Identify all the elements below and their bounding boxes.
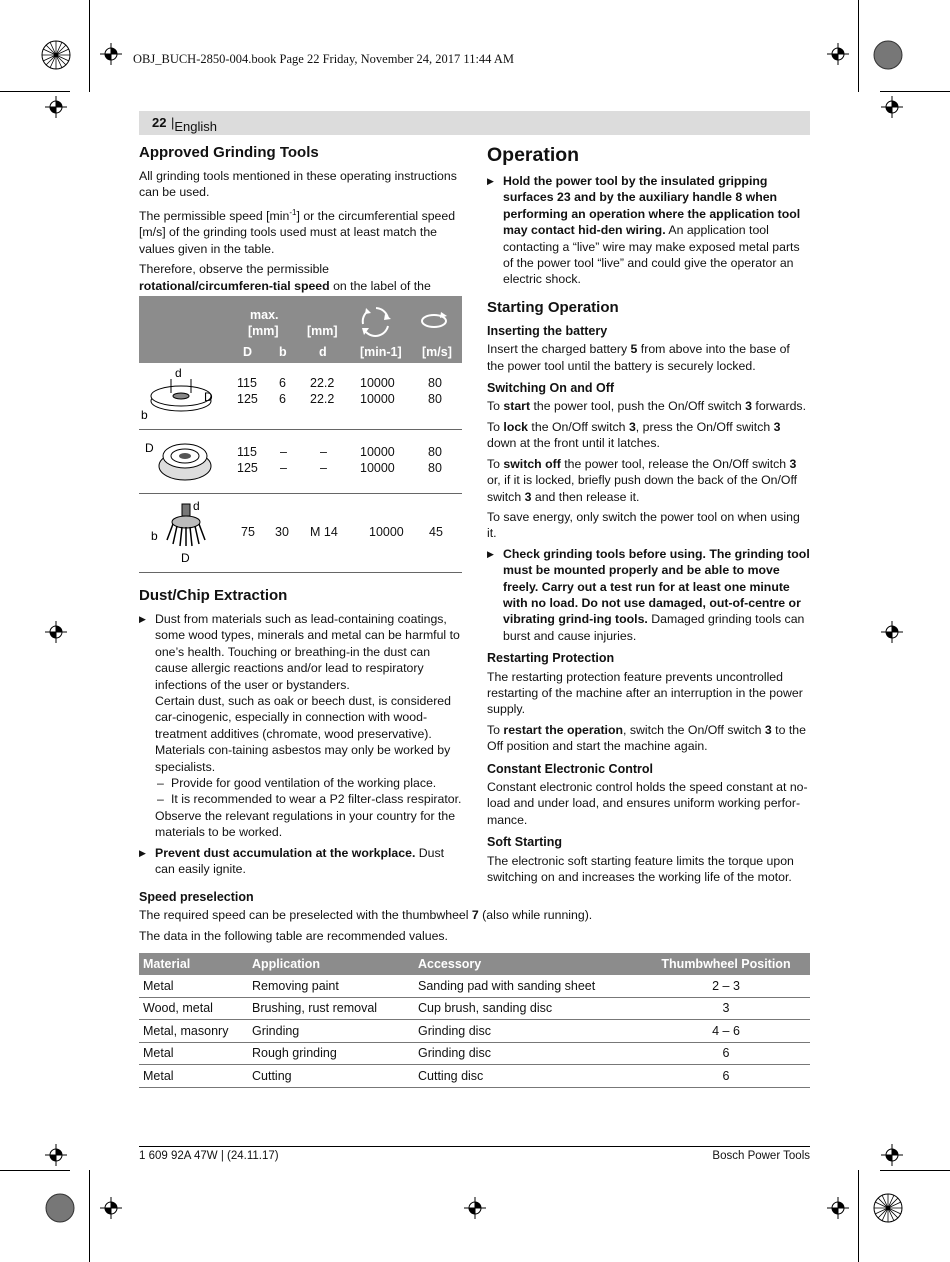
bold-text: start	[503, 399, 531, 414]
bullet-item	[487, 546, 810, 644]
gray-swatch-mark-icon	[45, 1193, 75, 1223]
text: down at the front until it latches.	[487, 436, 660, 451]
crop-line	[0, 91, 70, 92]
registration-mark-icon	[45, 96, 67, 118]
section-heading: Approved Grinding Tools	[139, 144, 319, 161]
svg-text:d: d	[193, 500, 200, 513]
bullet-item	[139, 845, 462, 878]
table-header	[139, 296, 462, 363]
paragraph	[487, 722, 810, 755]
paragraph: To save energy, only switch the power tool on when using it.	[487, 509, 800, 541]
text: Insert the charged battery	[487, 342, 631, 357]
subheading: Restarting Protection	[487, 651, 615, 666]
section-title: Operation	[487, 144, 580, 166]
text: the power tool, push the On/Off switch	[530, 399, 746, 414]
cell-rpm: 10000	[360, 376, 395, 390]
cell-b: 6	[279, 376, 286, 390]
cell-application: Grinding	[248, 1020, 414, 1043]
text: or, if it is locked, briefly push down the back of the On/Off switch	[487, 473, 798, 504]
cell-d: 22.2	[310, 392, 335, 406]
crop-line	[858, 0, 859, 92]
cell-b: –	[280, 461, 287, 475]
header-max: max.	[250, 308, 279, 322]
registration-mark-icon	[100, 43, 122, 65]
text: Dust can easily ignite.	[155, 845, 445, 877]
page-number: 22	[152, 115, 167, 130]
section-heading: Dust/Chip Extraction	[139, 587, 288, 604]
cell-ms: 80	[428, 445, 442, 459]
cell-D: 115	[237, 376, 257, 390]
paragraph: ▶ Dust from materials such as lead-containing coatings, some wood types, minerals and metal can be harmful to one’s health. Touching or breathing-in the dust can cause allergic reactions and/or lead to respiratory infections of the user or bystanders.	[155, 612, 460, 692]
cell-accessory: Grinding disc	[414, 1020, 642, 1043]
table-row	[139, 494, 462, 573]
table-row	[139, 1042, 810, 1065]
footer-rule	[139, 1146, 810, 1147]
cell-D: 115	[237, 445, 257, 459]
text: Therefore, observe the permissible	[139, 262, 330, 277]
cell-position: 4 – 6	[642, 1020, 810, 1043]
bold-number: 5	[630, 342, 638, 357]
paragraph	[139, 205, 462, 257]
cell-accessory: Grinding disc	[414, 1042, 642, 1065]
bold-text: Prevent dust accumulation at the workplace.	[155, 845, 416, 860]
cell-position: 3	[642, 997, 810, 1020]
cell-material: Metal	[139, 1042, 248, 1065]
paragraph: The restarting protection feature prevents uncontrolled restarting of the machine after an interruption in the power supply.	[487, 669, 803, 717]
cell-rpm: 10000	[360, 392, 395, 406]
footer-doc-code: 1 609 92A 47W | (24.11.17)	[139, 1150, 279, 1162]
cell-d: M 14	[310, 525, 338, 539]
text: An application tool contacting a “live” wire may make exposed metal parts of the power tool “live” and could give the operator an electric shock.	[503, 223, 800, 287]
speed-preselection-section	[139, 889, 810, 948]
text: , switch the On/Off switch	[622, 722, 765, 737]
text: To	[487, 456, 504, 471]
svg-text:D: D	[181, 551, 190, 565]
registration-mark-icon	[827, 1197, 849, 1219]
header-ms: [m/s]	[422, 345, 452, 359]
bold-text: Hold the power tool by the insulated gripping surfaces 23 and by the auxiliary handle 8 when performing an operation where the application tool may contact hid-den wiring.	[503, 174, 801, 238]
text: the On/Off switch	[528, 419, 629, 434]
bullet-item	[139, 611, 462, 775]
cell-position: 6	[642, 1065, 810, 1088]
text: from above into the base of the power tool until the battery is securely locked.	[487, 342, 790, 373]
cell-D: 125	[237, 392, 258, 406]
table-header-row	[139, 953, 810, 975]
registration-mark-icon	[881, 1144, 903, 1166]
cell-ms: 80	[428, 461, 442, 475]
cell-material: Metal, masonry	[139, 1020, 248, 1043]
cell-application: Brushing, rust removal	[248, 997, 414, 1020]
bold-number: 3	[764, 722, 772, 737]
bullet-item	[487, 173, 810, 288]
bold-number: 3	[773, 419, 781, 434]
cell-accessory: Sanding pad with sanding sheet	[414, 975, 642, 997]
table-row	[139, 1065, 810, 1088]
dash-item: – It is recommended to wear a P2 filter-class respirator.	[139, 791, 462, 807]
header-mm: [mm]	[307, 324, 338, 338]
registration-mark-icon	[45, 621, 67, 643]
starburst-mark-icon	[41, 40, 71, 70]
circumferential-speed-icon	[419, 310, 449, 332]
cell-material: Metal	[139, 975, 248, 997]
text: Damaged grinding tools can burst and cause injuries.	[503, 612, 805, 643]
registration-mark-icon	[464, 1197, 486, 1219]
cell-d: –	[320, 461, 327, 475]
crop-line	[880, 1170, 950, 1171]
paragraph	[487, 419, 810, 452]
paragraph: The electronic soft starting feature limits the torque upon switching on and increases the working life of the motor.	[487, 853, 794, 885]
cell-material: Wood, metal	[139, 997, 248, 1020]
paragraph	[139, 907, 810, 923]
svg-text:D: D	[145, 441, 154, 455]
cell-D: 75	[241, 525, 255, 539]
page-language: | English	[171, 115, 218, 134]
cell-b: 6	[279, 392, 286, 406]
bold-text: lock	[503, 419, 529, 434]
column-header: Material	[139, 953, 248, 975]
crop-line	[858, 1170, 859, 1262]
subheading: Soft Starting	[487, 835, 562, 850]
subheading: Constant Electronic Control	[487, 761, 653, 776]
cell-b: 30	[275, 525, 289, 539]
table-row	[139, 1020, 810, 1043]
bold-text: restart the operation	[503, 722, 623, 737]
cell-accessory: Cutting disc	[414, 1065, 642, 1088]
cell-rpm: 10000	[369, 525, 404, 539]
superscript: -1	[289, 207, 297, 217]
text: (also while running).	[478, 908, 593, 923]
bold-text: switch off	[503, 456, 561, 471]
bold-number: 3	[524, 489, 532, 504]
bold-number: 3	[628, 419, 636, 434]
page-language-label: English	[174, 119, 218, 134]
subheading: Inserting the battery	[487, 323, 608, 338]
table-row	[139, 430, 462, 494]
table-row	[139, 997, 810, 1020]
text: To	[487, 722, 504, 737]
bold-number: 3	[745, 399, 752, 414]
registration-mark-icon	[881, 621, 903, 643]
dust-extraction-section	[139, 586, 462, 878]
bold-number: 3	[789, 456, 797, 471]
column-header: Thumbwheel Position	[642, 953, 810, 975]
paragraph	[487, 456, 810, 505]
operation-section	[487, 143, 810, 889]
svg-text:d: d	[175, 367, 182, 380]
text: To	[487, 399, 504, 414]
starburst-mark-icon	[873, 1193, 903, 1223]
bold-text: Check grinding tools before using. The grinding tool must be mounted properly and be able to move freely. Carry out a test run for at least one minute with no load. Do not use damaged, out-of-centre or vibrating grind-ing tools.	[503, 546, 810, 627]
approved-grinding-tools-section	[139, 143, 462, 314]
page-header-band	[139, 111, 810, 135]
cell-rpm: 10000	[360, 445, 395, 459]
paragraph: Observe the relevant regulations in your country for the materials to be worked.	[155, 808, 456, 840]
paragraph: Constant electronic control holds the speed constant at no-load and under load, and ensures uniform working perfor-mance.	[487, 780, 808, 827]
header-d: d	[319, 345, 327, 359]
text: the power tool, release the On/Off switch	[560, 456, 790, 471]
text: To	[487, 419, 504, 434]
cell-application: Cutting	[248, 1065, 414, 1088]
cell-position: 6	[642, 1042, 810, 1065]
header-rpm: [min-1]	[360, 345, 402, 359]
text: The permissible speed [min	[139, 208, 290, 223]
subheading: Speed preselection	[139, 890, 254, 904]
table-row	[139, 363, 462, 430]
text: on the label of the	[333, 278, 431, 293]
cell-b: –	[280, 445, 287, 459]
paragraph: The data in the following table are recommended values.	[139, 928, 448, 943]
registration-mark-icon	[100, 1197, 122, 1219]
registration-mark-icon	[827, 43, 849, 65]
text: and then release it.	[531, 489, 640, 504]
text: The required speed can be preselected with the thumbwheel	[139, 908, 472, 923]
text: , press the On/Off switch	[635, 419, 774, 434]
header-D: D	[243, 345, 253, 359]
book-file-header: OBJ_BUCH-2850-004.book Page 22 Friday, November 24, 2017 11:44 AM	[133, 52, 514, 66]
cell-D: 125	[237, 461, 258, 475]
cell-d: 22.2	[310, 376, 335, 390]
registration-mark-icon	[45, 1144, 67, 1166]
cell-application: Removing paint	[248, 975, 414, 997]
grinding-disc-icon	[141, 367, 217, 423]
gray-swatch-mark-icon	[873, 40, 903, 70]
cell-d: –	[320, 445, 327, 459]
paragraph: All grinding tools mentioned in these operating instructions can be used.	[139, 169, 457, 200]
bold-number: 7	[471, 908, 479, 923]
crop-line	[89, 1170, 90, 1262]
speed-table	[139, 953, 810, 1088]
cup-brush-icon	[151, 500, 217, 566]
paragraph	[487, 398, 810, 414]
paragraph	[487, 341, 810, 374]
bold-text: rotational/circumferen-tial speed	[139, 278, 330, 293]
header-mm: [mm]	[248, 324, 279, 338]
header-b: b	[279, 345, 287, 359]
subheading: Switching On and Off	[487, 381, 615, 396]
cell-ms: 80	[428, 376, 442, 390]
crop-line	[880, 91, 950, 92]
dash-item: – Provide for good ventilation of the working place.	[139, 775, 462, 791]
paragraph: Certain dust, such as oak or beech dust, is considered car-cinogenic, especially in connection with wood-treatment additives (chromate, wood preservative). Materials con-taining asbestos may only be worked by specialists.	[155, 694, 451, 774]
cell-position: 2 – 3	[642, 975, 810, 997]
text: to the Off position and start the machine again.	[487, 722, 806, 754]
crop-line	[0, 1170, 70, 1171]
footer-brand: Bosch Power Tools	[712, 1150, 810, 1162]
text: ] or the circumferential speed [m/s] of the grinding tools used must at least match the values given in the table.	[139, 208, 456, 256]
cell-material: Metal	[139, 1065, 248, 1088]
table-row	[139, 975, 810, 997]
text: forwards.	[752, 399, 806, 414]
svg-text:b: b	[151, 529, 158, 543]
column-header: Accessory	[414, 953, 642, 975]
rotation-speed-icon	[357, 304, 395, 340]
sanding-disc-icon	[145, 436, 215, 488]
cell-rpm: 10000	[360, 461, 395, 475]
cell-application: Rough grinding	[248, 1042, 414, 1065]
cell-ms: 80	[428, 392, 442, 406]
cell-accessory: Cup brush, sanding disc	[414, 997, 642, 1020]
crop-line	[89, 0, 90, 92]
svg-text:D: D	[204, 390, 213, 404]
registration-mark-icon	[881, 96, 903, 118]
column-header: Application	[248, 953, 414, 975]
cell-ms: 45	[429, 525, 443, 539]
section-heading: Starting Operation	[487, 298, 619, 316]
svg-text:b: b	[141, 408, 148, 422]
